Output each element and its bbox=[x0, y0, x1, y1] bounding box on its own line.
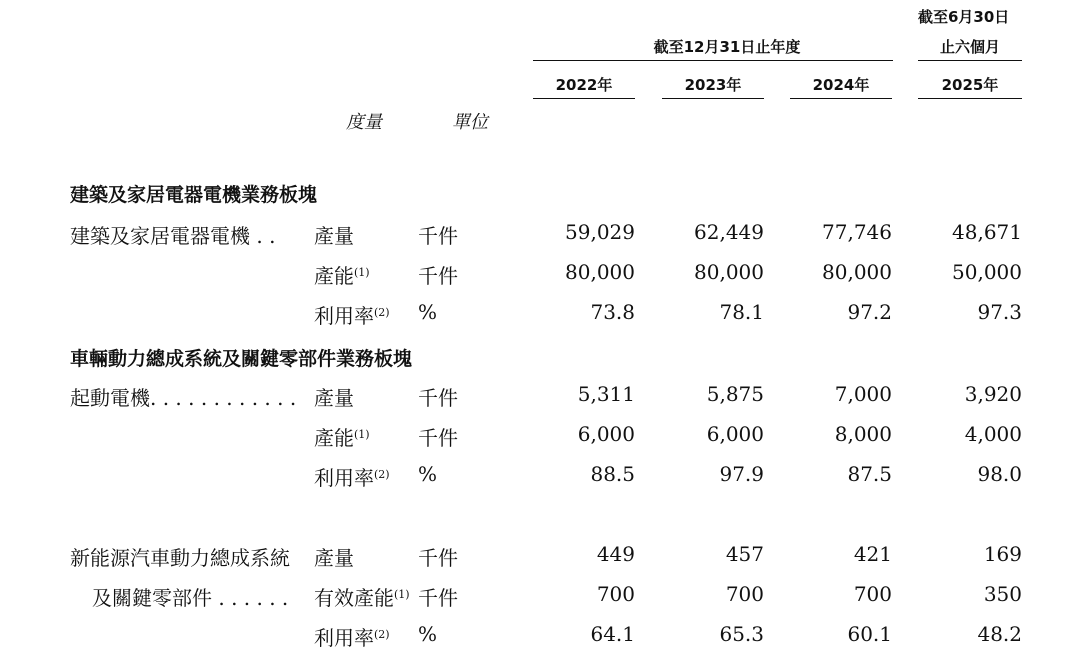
year-rule-2025 bbox=[918, 98, 1022, 99]
value-2022: 6,000 bbox=[577, 422, 635, 446]
measure-column-label: 度量 bbox=[346, 112, 382, 133]
metric-label: 利用率$^{(2)}$ bbox=[314, 304, 390, 328]
product-label: 起動電機. . . . . . . . . . . . bbox=[70, 386, 297, 410]
value-2024: 421 bbox=[853, 542, 892, 566]
value-2023: 62,449 bbox=[694, 220, 764, 244]
value-2025: 3,920 bbox=[964, 382, 1022, 406]
value-2025: 50,000 bbox=[952, 260, 1022, 284]
unit-cell: 千件 bbox=[418, 586, 458, 610]
period-header-rule bbox=[918, 60, 1022, 61]
year-header-2025: 2025年 bbox=[941, 76, 999, 94]
value-2024: 7,000 bbox=[834, 382, 892, 406]
metric-label: 產量 bbox=[314, 546, 354, 570]
table-row bbox=[0, 422, 1080, 456]
value-2022: 88.5 bbox=[590, 462, 635, 486]
value-2025: 48.2 bbox=[977, 622, 1022, 646]
value-2024: 87.5 bbox=[847, 462, 892, 486]
unit-cell: 千件 bbox=[418, 386, 458, 410]
year-rule-2022 bbox=[533, 98, 635, 99]
footnote-marker: (1) bbox=[394, 588, 410, 601]
table-row bbox=[0, 582, 1080, 616]
unit-cell: % bbox=[418, 300, 438, 324]
section-title-building-appliance: 建築及家居電器電機業務板塊 bbox=[70, 184, 318, 206]
metric-label: 利用率$^{(2)}$ bbox=[314, 626, 390, 650]
table-row bbox=[0, 260, 1080, 294]
product-label: 新能源汽車動力總成系統 bbox=[70, 546, 290, 570]
year-header-2024: 2024年 bbox=[812, 76, 870, 94]
value-2022: 449 bbox=[596, 542, 635, 566]
footnote-marker: (1) bbox=[354, 428, 370, 441]
period-header-line1: 截至6月30日 bbox=[918, 8, 1010, 26]
unit-column-label: 單位 bbox=[452, 112, 488, 133]
value-2022: 64.1 bbox=[590, 622, 635, 646]
value-2023: 97.9 bbox=[719, 462, 764, 486]
footnote-marker: (2) bbox=[374, 628, 390, 641]
value-2024: 8,000 bbox=[834, 422, 892, 446]
value-2024: 700 bbox=[853, 582, 892, 606]
year-rule-2024 bbox=[790, 98, 892, 99]
value-2023: 457 bbox=[725, 542, 764, 566]
footnote-marker: (1) bbox=[354, 266, 370, 279]
metric-label: 產能$^{(1)}$ bbox=[314, 264, 370, 288]
year-header-2022: 2022年 bbox=[555, 76, 613, 94]
unit-cell: 千件 bbox=[418, 426, 458, 450]
table-row bbox=[0, 542, 1080, 576]
value-2023: 65.3 bbox=[719, 622, 764, 646]
value-2024: 80,000 bbox=[822, 260, 892, 284]
value-2022: 700 bbox=[596, 582, 635, 606]
table-row bbox=[0, 220, 1080, 254]
period-header-line2: 止六個月 bbox=[939, 38, 1000, 56]
value-2023: 78.1 bbox=[719, 300, 764, 324]
unit-cell: 千件 bbox=[418, 546, 458, 570]
value-2022: 5,311 bbox=[577, 382, 635, 406]
value-2025: 48,671 bbox=[952, 220, 1022, 244]
table-row bbox=[0, 462, 1080, 496]
value-2025: 4,000 bbox=[964, 422, 1022, 446]
metric-label: 利用率$^{(2)}$ bbox=[314, 466, 390, 490]
table-row bbox=[0, 300, 1080, 334]
product-label: 建築及家居電器電機 . . bbox=[70, 224, 276, 248]
value-2022: 80,000 bbox=[565, 260, 635, 284]
footnote-marker: (2) bbox=[374, 468, 390, 481]
value-2022: 73.8 bbox=[590, 300, 635, 324]
year-header-2023: 2023年 bbox=[684, 76, 742, 94]
table-row bbox=[0, 382, 1080, 416]
value-2023: 80,000 bbox=[694, 260, 764, 284]
table-row bbox=[0, 622, 1080, 656]
year-rule-2023 bbox=[662, 98, 764, 99]
metric-label: 產量 bbox=[314, 386, 354, 410]
value-2023: 6,000 bbox=[706, 422, 764, 446]
value-2025: 98.0 bbox=[977, 462, 1022, 486]
value-2025: 350 bbox=[983, 582, 1022, 606]
unit-cell: 千件 bbox=[418, 224, 458, 248]
section-title-vehicle-powertrain: 車輛動力總成系統及關鍵零部件業務板塊 bbox=[70, 348, 413, 370]
footnote-marker: (2) bbox=[374, 306, 390, 319]
value-2025: 169 bbox=[983, 542, 1022, 566]
unit-cell: % bbox=[418, 622, 438, 646]
fiscal-year-group-header: 截至12月31日止年度 bbox=[653, 38, 801, 56]
value-2024: 60.1 bbox=[847, 622, 892, 646]
value-2023: 5,875 bbox=[706, 382, 764, 406]
metric-label: 產量 bbox=[314, 224, 354, 248]
value-2023: 700 bbox=[725, 582, 764, 606]
metric-label: 有效產能$^{(1)}$ bbox=[314, 586, 410, 610]
value-2024: 77,746 bbox=[822, 220, 892, 244]
group-header-rule bbox=[533, 60, 893, 61]
unit-cell: % bbox=[418, 462, 438, 486]
unit-cell: 千件 bbox=[418, 264, 458, 288]
product-label-continued: 及關鍵零部件 . . . . . . bbox=[92, 586, 289, 610]
value-2024: 97.2 bbox=[847, 300, 892, 324]
value-2022: 59,029 bbox=[565, 220, 635, 244]
metric-label: 產能$^{(1)}$ bbox=[314, 426, 370, 450]
value-2025: 97.3 bbox=[977, 300, 1022, 324]
